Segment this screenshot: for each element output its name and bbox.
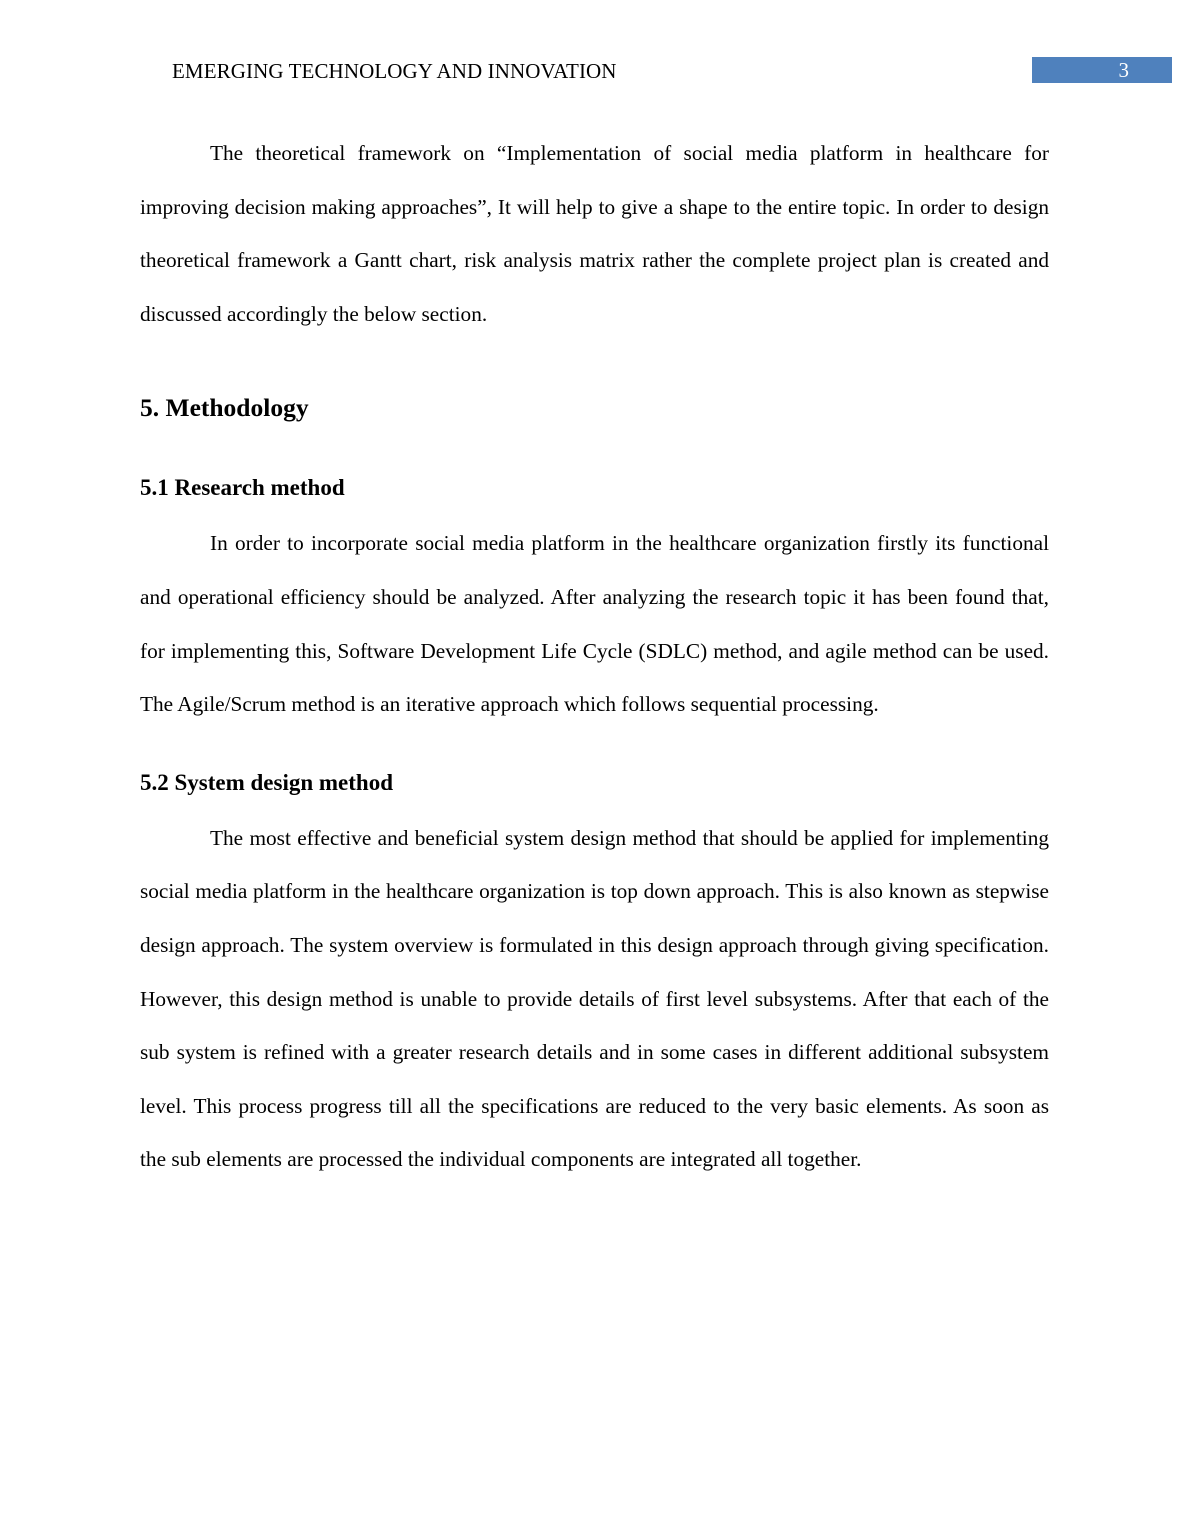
system-design-method-paragraph: The most effective and beneficial system design method that should be applied for implementing social media platform in the healthcare organization is top down approach. This is also known as stepwise design approach. The system overview is formulated in this design approach through giving specification. However, this design method is unable to provide details of first level subsystems. After that each of the sub system is refined with a greater research details and in some cases in different additional subsystem level. This process progress till all the specifications are reduced to the very basic elements. As soon as the sub elements are processed the individual components are integrated all together. (140, 825, 1049, 1172)
research-method-heading: 5.1 Research method (140, 475, 345, 501)
research-method-paragraph: In order to incorporate social media platform in the healthcare organization firstly its functional and operational efficiency should be analyzed. After analyzing the research topic it has been found that, for implementing this, Software Development Life Cycle (SDLC) method, and agile method can be used. The Agile/Scrum method is an iterative approach which follows sequential processing. (140, 531, 1049, 717)
page-header (0, 0, 1190, 110)
document-body (140, 127, 1049, 1187)
methodology-heading: 5. Methodology (140, 393, 309, 423)
page-number-box (1032, 57, 1172, 83)
page-number: 3 (1118, 58, 1129, 82)
intro-paragraph: The theoretical framework on “Implementation of social media platform in healthcare for improving decision making approaches”, It will help to give a shape to the entire topic. In order to design theoretical framework a Gantt chart, risk analysis matrix rather the complete project plan is created and discussed accordingly the below section. (140, 141, 1049, 326)
running-head: EMERGING TECHNOLOGY AND INNOVATION (172, 59, 617, 83)
system-design-method-heading: 5.2 System design method (140, 769, 394, 795)
